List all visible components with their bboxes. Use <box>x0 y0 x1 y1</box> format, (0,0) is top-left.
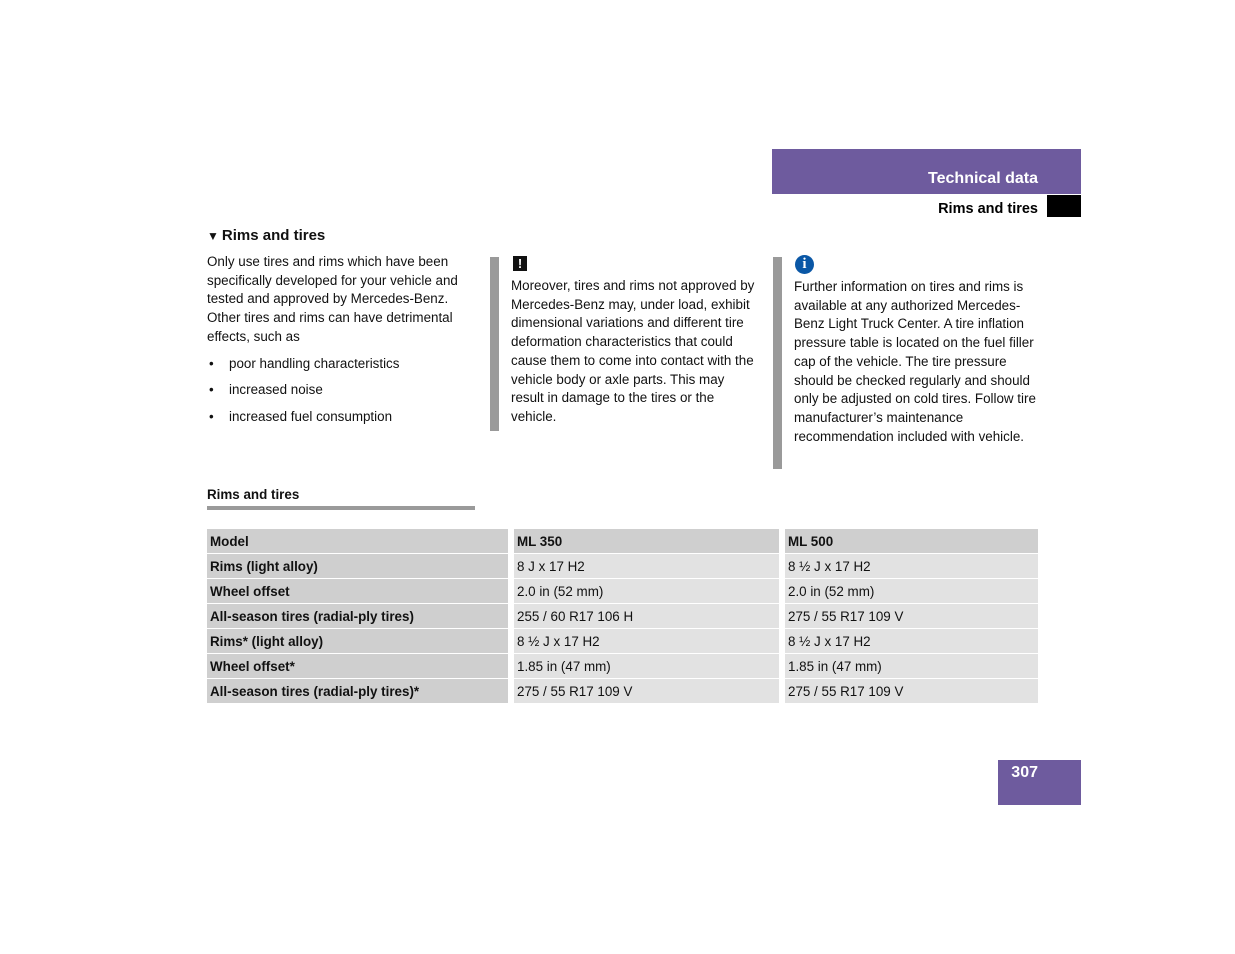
info-bar <box>773 257 782 469</box>
row-label: Rims* (light alloy) <box>207 629 508 654</box>
table-cell: 1.85 in (47 mm) <box>514 654 779 679</box>
row-label: Wheel offset* <box>207 654 508 679</box>
warning-note <box>511 277 759 427</box>
table-cell: 8 ½ J x 17 H2 <box>785 629 1038 654</box>
list-item: • increased fuel consumption <box>207 408 477 427</box>
table-cell: 2.0 in (52 mm) <box>514 579 779 604</box>
list-item: • increased noise <box>207 381 477 400</box>
table-row <box>207 654 1038 679</box>
warning-icon: ! <box>513 256 527 271</box>
table-row <box>207 554 1038 579</box>
header-cell: ML 500 <box>785 529 1038 554</box>
table-cell: 275 / 55 R17 109 V <box>785 604 1038 629</box>
row-label: Rims (light alloy) <box>207 554 508 579</box>
table-cell: 8 ½ J x 17 H2 <box>785 554 1038 579</box>
effects-list <box>207 355 477 427</box>
thumb-tab <box>1047 195 1081 217</box>
table-caption: Rims and tires <box>207 487 300 502</box>
page-number: 307 <box>1011 764 1038 781</box>
section-heading-text: Rims and tires <box>221 227 326 244</box>
section-title: Rims and tires <box>938 201 1038 217</box>
table-cell: 8 J x 17 H2 <box>514 554 779 579</box>
info-note <box>794 278 1042 446</box>
header-cell: Model <box>207 529 508 554</box>
section-heading <box>207 227 325 244</box>
table-row <box>207 604 1038 629</box>
caption-rule <box>207 506 475 510</box>
row-label: Wheel offset <box>207 579 508 604</box>
table-cell: 8 ½ J x 17 H2 <box>514 629 779 654</box>
row-label: All-season tires (radial-ply tires)* <box>207 679 508 704</box>
table-cell: 2.0 in (52 mm) <box>785 579 1038 604</box>
rims-tires-table <box>207 529 1038 704</box>
table-cell: 275 / 55 R17 109 V <box>514 679 779 704</box>
table-row <box>207 579 1038 604</box>
info-icon: i <box>795 255 814 274</box>
table-row <box>207 679 1038 704</box>
triangle-down-icon: ▼ <box>207 229 219 243</box>
table-row <box>207 629 1038 654</box>
warning-text: Moreover, tires and rims not approved by Mercedes-Benz may, under load, exhibit dimensional variations and different tire deformation characteristics that could cause them to come into contact with the vehicle body or axle parts. This may result in damage to the tires or the vehicle. <box>511 278 755 424</box>
row-label: All-season tires (radial-ply tires) <box>207 604 508 629</box>
table-cell: 1.85 in (47 mm) <box>785 654 1038 679</box>
table-cell: 255 / 60 R17 106 H <box>514 604 779 629</box>
intro-column <box>207 253 477 435</box>
header-cell: ML 350 <box>514 529 779 554</box>
table-cell: 275 / 55 R17 109 V <box>785 679 1038 704</box>
warning-bar <box>490 257 499 431</box>
chapter-title: Technical data <box>928 170 1038 187</box>
info-text: Further information on tires and rims is available at any authorized Mercedes-Benz Light Truck Center. A tire inflation pressure table is located on the fuel filler cap of the vehicle. The tire pressure should be checked regularly and should only be adjusted on cold tires. Follow tire manufacturer’s maintenance recommendation included with vehicle. <box>794 279 1036 444</box>
list-item: • poor handling characteristics <box>207 355 477 374</box>
table-header-row <box>207 529 1038 554</box>
intro-paragraph: Only use tires and rims which have been specifically developed for your vehicle and tested and approved by Mercedes-Benz. Other tires and rims can have detrimental effects, such as <box>207 254 458 344</box>
